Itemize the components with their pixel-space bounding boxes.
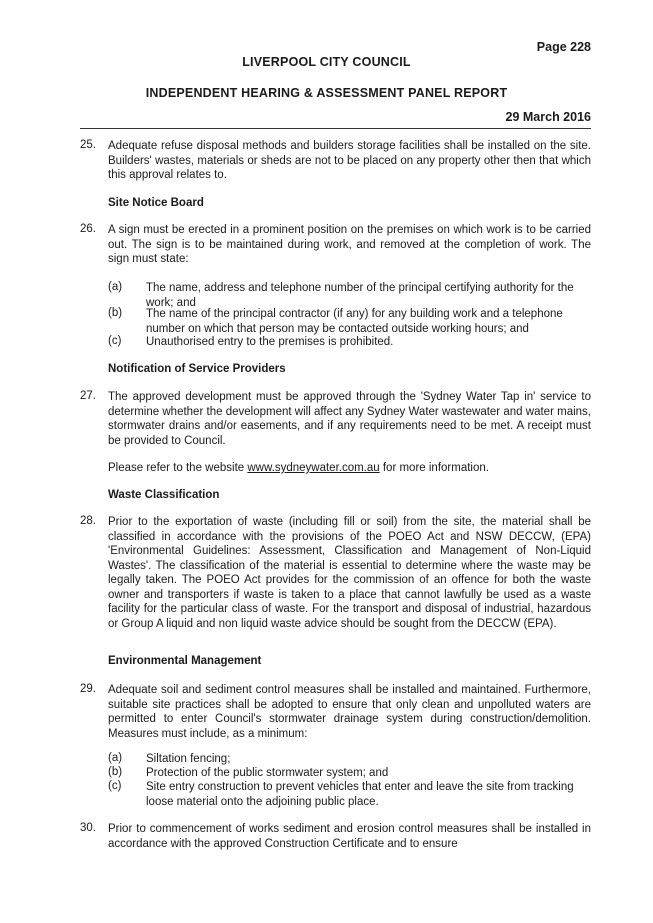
condition-text: The approved development must be approved through the 'Sydney Water Tap in' service to determine whether the development will affect any Sydney Water wastewater and water mains, stormwater drains and/or easements, and if any requirements need to be met. A receipt must be provided to Council.	[108, 391, 591, 447]
sub-item-text: Unauthorised entry to the premises is prohibited.	[146, 336, 394, 348]
condition-number: 28.	[80, 515, 96, 527]
website-reference	[108, 461, 591, 476]
sub-item-label: (c)	[108, 780, 122, 792]
report-title: INDEPENDENT HEARING & ASSESSMENT PANEL REPORT	[145, 86, 508, 100]
sub-item-text: Protection of the public stormwater system; and	[146, 767, 389, 779]
condition-number: 26.	[80, 223, 96, 235]
condition-text: A sign must be erected in a prominent position on the premises on which work is to be carried out. The sign is to be maintained during work, and removed at the completion of work. The sign must state:	[108, 224, 591, 265]
heading-waste-classification: Waste Classification	[108, 489, 220, 501]
header-divider	[80, 128, 591, 129]
council-name: LIVERPOOL CITY COUNCIL	[242, 55, 411, 69]
condition-text: Prior to the exportation of waste (including fill or soil) from the site, the material shall be classified in accordance with the provisions of the POEO Act and NSW DECCW, (EPA) 'Environmental Guidelines: Assessment, Classification and Management of Non-Liquid Wastes'. The classification of the material is essential to determine where the waste may be legally taken. The POEO Act provides for the commission of an offence for both the waste owner and transporters if waste is taken to a place that cannot lawfully be used as a waste facility for the particular class of waste. For the transport and disposal of industrial, hazardous or Group A liquid and non liquid waste advice should be sought from the DECCW (EPA).	[108, 516, 591, 630]
condition-number: 25.	[80, 139, 96, 151]
sub-item-label: (a)	[108, 281, 123, 293]
sub-item-text: The name, address and telephone number of the principal certifying authority for the work; and	[146, 282, 574, 309]
condition-number: 27.	[80, 390, 96, 402]
sub-item-text: Site entry construction to prevent vehicles that enter and leave the site from tracking loose material onto the adjoining public place.	[146, 781, 574, 808]
sub-item-label: (a)	[108, 752, 123, 764]
page-number: Page 228	[536, 40, 591, 54]
condition-text: Adequate soil and sediment control measures shall be installed and maintained. Furthermore, suitable site practices shall be adopted to ensure that only clean and unpolluted waters are permitted to enter Council's stormwater drainage system during construction/demolition. Measures must include, as a minimum:	[108, 684, 591, 740]
heading-environmental-management: Environmental Management	[108, 655, 262, 667]
sub-item-label: (b)	[108, 766, 123, 778]
sub-item-text: Siltation fencing;	[146, 753, 231, 765]
heading-notification-service-providers: Notification of Service Providers	[108, 363, 286, 375]
heading-site-notice-board: Site Notice Board	[108, 197, 204, 209]
report-date: 29 March 2016	[505, 110, 591, 124]
sydney-water-link[interactable]: www.sydneywater.com.au	[247, 462, 380, 474]
condition-text: Prior to commencement of works sediment and erosion control measures shall be installed in accordance with the approved Construction Certificate and to ensure	[108, 823, 591, 850]
reference-text: Please refer to the website	[108, 462, 248, 474]
condition-number: 30.	[80, 822, 96, 834]
reference-text-end: for more information.	[379, 462, 489, 474]
sub-item-label: (c)	[108, 335, 122, 347]
condition-number: 29.	[80, 683, 96, 695]
sub-item-label: (b)	[108, 307, 123, 319]
sub-item-text: The name of the principal contractor (if any) for any building work and a telephone number on which that person may be contacted outside working hours; and	[146, 308, 563, 335]
condition-text: Adequate refuse disposal methods and builders storage facilities shall be installed on the site. Builders' wastes, materials or sheds are not to be placed on any property other then that which this approval relates to.	[108, 140, 591, 181]
